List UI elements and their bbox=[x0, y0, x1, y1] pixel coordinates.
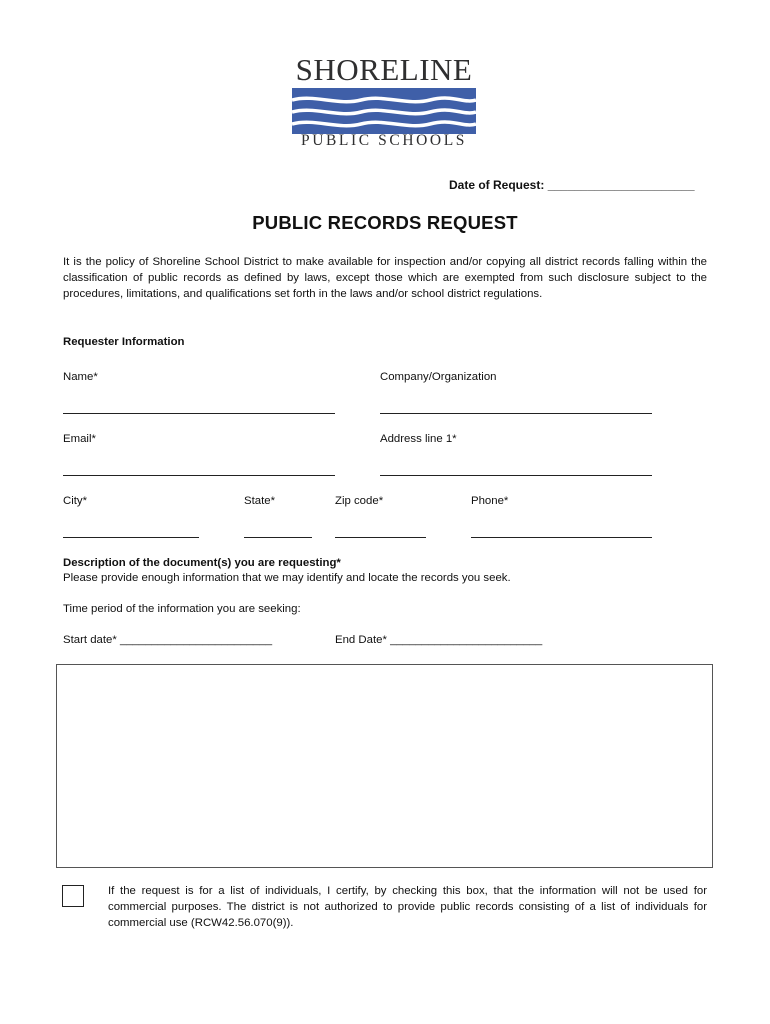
date-of-request bbox=[449, 178, 695, 192]
description-heading: Description of the document(s) you are requesting* bbox=[63, 557, 341, 569]
certification-text: If the request is for a list of individuals, I certify, by checking this box, that the information will not be used for commercial purposes. The district is not authorized to provide public records consisting of a list of individuals for commercial use (RCW42.56.070(9)). bbox=[108, 885, 707, 929]
state-field[interactable] bbox=[244, 537, 312, 538]
email-field[interactable] bbox=[63, 475, 335, 476]
city-label: City* bbox=[63, 495, 88, 507]
time-period-label: Time period of the information you are seeking: bbox=[63, 603, 301, 615]
date-of-request-field[interactable]: ______________________ bbox=[547, 178, 695, 192]
logo-waves-icon bbox=[292, 88, 476, 134]
company-field[interactable] bbox=[380, 413, 652, 414]
end-date bbox=[335, 634, 542, 646]
description-instruction: Please provide enough information that we may identify and locate the records you seek. bbox=[63, 572, 511, 584]
company-label: Company/Organization bbox=[380, 371, 497, 383]
start-date bbox=[63, 634, 272, 646]
name-field[interactable] bbox=[63, 413, 335, 414]
requester-heading: Requester Information bbox=[63, 336, 185, 348]
phone-label: Phone* bbox=[471, 495, 509, 507]
page-title: PUBLIC RECORDS REQUEST bbox=[252, 212, 518, 233]
name-label: Name* bbox=[63, 371, 98, 383]
phone-field[interactable] bbox=[471, 537, 652, 538]
zip-field[interactable] bbox=[335, 537, 426, 538]
email-label: Email* bbox=[63, 433, 96, 445]
start-date-label: Start date* bbox=[63, 634, 117, 646]
state-label: State* bbox=[244, 495, 276, 507]
address-field[interactable] bbox=[380, 475, 652, 476]
city-field[interactable] bbox=[63, 537, 199, 538]
commercial-use-checkbox[interactable] bbox=[62, 885, 84, 907]
end-date-label: End Date* bbox=[335, 634, 387, 646]
logo-subtitle: PUBLIC SCHOOLS bbox=[300, 132, 468, 149]
start-date-field[interactable]: ________________________ bbox=[120, 634, 273, 646]
description-textbox[interactable] bbox=[56, 664, 713, 868]
address-label: Address line 1* bbox=[380, 433, 457, 445]
end-date-field[interactable]: ________________________ bbox=[390, 634, 543, 646]
policy-paragraph: It is the policy of Shoreline School District to make available for inspection and/or copying all district records falling within the classification of public records as defined by laws, except those which are exempted from such disclosure subject to the procedures, limitations, and qualifications set forth in the laws and/or school district regulations. bbox=[63, 256, 707, 300]
date-of-request-label: Date of Request: bbox=[449, 178, 545, 192]
logo-name: SHORELINE bbox=[295, 52, 473, 87]
zip-label: Zip code* bbox=[335, 495, 384, 507]
